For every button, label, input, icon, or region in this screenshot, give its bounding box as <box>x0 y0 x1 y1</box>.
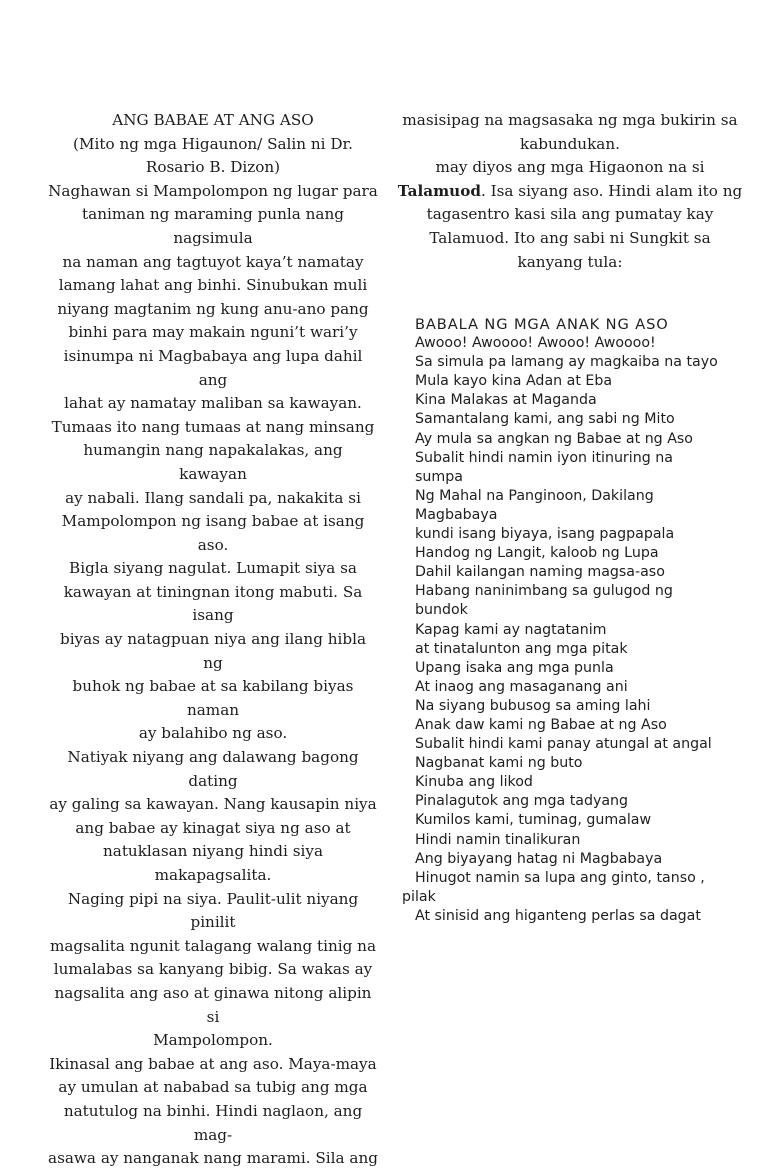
poem-line: Hinugot namin sa lupa ang ginto, tanso , <box>415 869 705 886</box>
story-line: natuklasan niyang hindi siya makapagsalita. <box>102 842 323 884</box>
poem-line: Habang naninimbang sa gulugod ng <box>415 583 673 600</box>
poem-line: Kinuba ang likod <box>415 774 533 791</box>
poem-line: Nagbanat kami ng buto <box>415 755 583 772</box>
deity-name: Talamuod <box>397 181 481 200</box>
story-line: humangin nang napakalakas, ang kawayan <box>83 441 343 483</box>
story-line: Mampolompon ng isang babae at isang aso. <box>61 512 365 554</box>
poem-line: at tinatalunton ang mga pitak <box>415 640 628 657</box>
poem-line: Subalit hindi kami panay atungal at angal <box>415 736 712 753</box>
story-line: taniman ng maraming punla nang nagsimula <box>82 205 344 247</box>
story-line: ay balahibo ng aso. <box>138 724 288 743</box>
right-column <box>396 109 744 274</box>
right-line-7: kanyang tula: <box>517 252 623 271</box>
poem-line: Handog ng Langit, kaloob ng Lupa <box>415 545 659 562</box>
right-line-4-rest: . Isa siyang aso. Hindi alam ito ng <box>480 181 743 200</box>
poem-line: Awooo! Awoooo! Awooo! Awoooo! <box>415 335 656 352</box>
poem-line: Mula kayo kina Adan at Eba <box>415 373 613 390</box>
right-line-1: masisipag na magsasaka ng mga bukirin sa <box>402 111 738 129</box>
poem-line: Ang biyayang hatag ni Magbabaya <box>415 850 663 867</box>
poem-line: Na siyang bubusog sa aming lahi <box>415 697 651 714</box>
story-line: nagsalita ang aso at ginawa nitong alipin si <box>54 983 372 1026</box>
right-line-4 <box>396 180 744 204</box>
poem-line: Kapag kami ay nagtatanim <box>415 621 607 638</box>
story-line: niyang magtanim ng kung anu-ano pang <box>57 299 369 318</box>
right-line-6: Talamuod. Ito ang sabi ni Sungkit sa <box>429 228 711 247</box>
poem-lines <box>402 334 752 926</box>
story-line: buhok ng babae at sa kabilang biyas naman <box>72 677 354 719</box>
story-line: na naman ang tagtuyot kaya’t namatay <box>62 252 364 271</box>
right-line-5: tagasentro kasi sila ang pumatay kay <box>426 205 714 224</box>
left-column <box>48 109 378 1171</box>
poem-line: bundok <box>415 602 468 619</box>
story-line: ay umulan at nababad sa tubig ang mga <box>58 1078 368 1097</box>
story-line: ay nabali. Ilang sandali pa, nakakita si <box>65 488 361 507</box>
story-body <box>48 180 378 1171</box>
poem-line: Upang isaka ang mga punla <box>415 659 614 676</box>
poem-line: Kina Malakas at Maganda <box>415 392 597 409</box>
poem-line: Magbabaya <box>415 506 498 523</box>
poem-line: Sa simula pa lamang ay magkaiba na tayo <box>415 354 718 371</box>
right-line-2: kabundukan. <box>520 134 620 153</box>
poem-line: sumpa <box>415 468 463 485</box>
story-line: kawayan at tiningnan itong mabuti. Sa isang <box>63 582 363 625</box>
story-title: ANG BABAE AT ANG ASO <box>112 111 314 129</box>
story-subtitle-line-2: Rosario B. Dizon) <box>145 158 281 177</box>
poem-line: Kumilos kami, tuminag, gumalaw <box>415 812 652 829</box>
poem-line: At inaog ang masaganang ani <box>415 678 628 695</box>
story-line: Tumaas ito nang tumaas at nang minsang <box>51 417 375 436</box>
poem-line: pilak <box>402 888 436 905</box>
poem-line: Dahil kailangan naming magsa-aso <box>415 564 665 581</box>
story-line: ay galing sa kawayan. Nang kausapin niya <box>49 795 377 814</box>
right-line-3: may diyos ang mga Higaonon na si <box>435 158 705 177</box>
poem <box>402 315 752 926</box>
poem-line: Hindi namin tinalikuran <box>415 831 581 848</box>
story-line: biyas ay natagpuan niya ang ilang hibla ng <box>59 630 367 672</box>
story-line: lamang lahat ang binhi. Sinubukan muli <box>58 276 368 295</box>
poem-line: At sinisid ang higanteng perlas sa dagat <box>415 907 701 924</box>
story-line: Natiyak niyang ang dalawang bagong dating <box>67 748 359 790</box>
story-line: Naging pipi na siya. Paulit-ulit niyang pinilit <box>67 889 359 932</box>
story-line: natutulog na binhi. Hindi naglaon, ang mag- <box>63 1101 363 1144</box>
story-line: asawa ay nanganak nang marami. Sila ang <box>48 1149 378 1168</box>
story-line: Bigla siyang nagulat. Lumapit siya sa <box>69 559 357 578</box>
story-line: lumalabas sa kanyang bibig. Sa wakas ay <box>53 960 373 979</box>
story-line: Naghawan si Mampolompon ng lugar para <box>48 181 378 200</box>
story-line: lahat ay namatay maliban sa kawayan. <box>64 394 362 413</box>
story-line: Ikinasal ang babae at ang aso. Maya-maya <box>49 1054 377 1073</box>
poem-line: Samantalang kami, ang sabi ng Mito <box>415 411 675 428</box>
story-subtitle-line-1: (Mito ng mga Higaunon/ Salin ni Dr. <box>73 134 353 153</box>
poem-line: Ng Mahal na Panginoon, Dakilang <box>415 487 654 504</box>
poem-line: Anak daw kami ng Babae at ng Aso <box>415 716 667 733</box>
poem-title: BABALA NG MGA ANAK NG ASO <box>415 316 669 333</box>
poem-line: kundi isang biyaya, isang pagpapala <box>415 526 675 543</box>
story-line: ang babae ay kinagat siya ng aso at <box>75 818 351 837</box>
story-line: magsalita ngunit talagang walang tinig na <box>49 936 377 955</box>
poem-line: Pinalagutok ang mga tadyang <box>415 793 629 810</box>
poem-line: Ay mula sa angkan ng Babae at ng Aso <box>415 430 693 447</box>
poem-line: Subalit hindi namin iyon itinuring na <box>415 449 673 466</box>
story-line: Mampolompon. <box>153 1031 273 1050</box>
story-line: isinumpa ni Magbabaya ang lupa dahil ang <box>63 346 363 389</box>
story-line: binhi para may makain nguni’t wari’y <box>68 323 358 342</box>
